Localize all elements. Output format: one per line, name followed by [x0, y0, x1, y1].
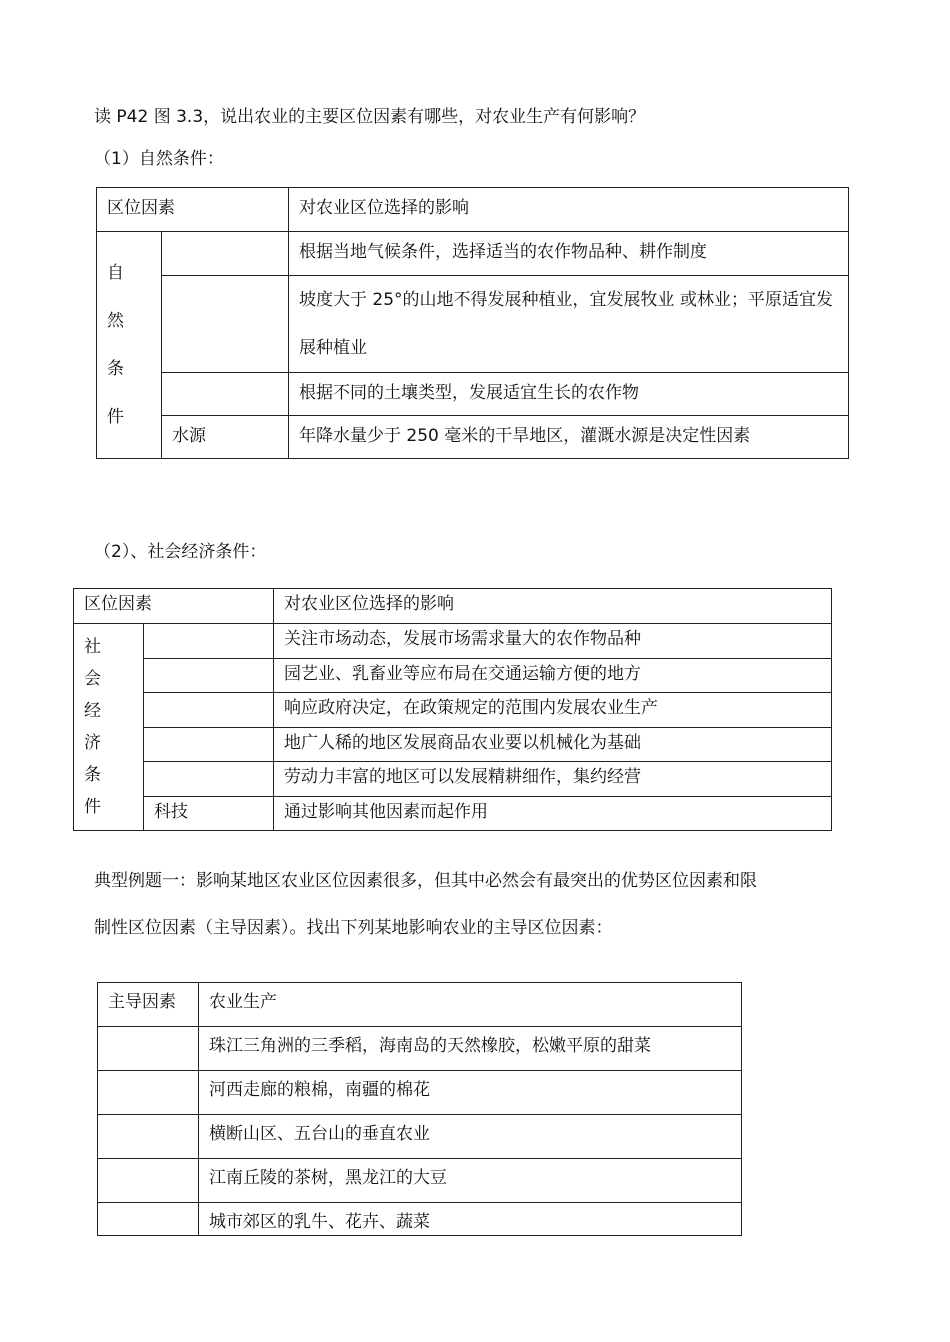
- table-row: [74, 797, 832, 831]
- table-row: [74, 728, 832, 762]
- factor-cell: [98, 1159, 199, 1203]
- table-row: [74, 659, 832, 693]
- factor-cell: [144, 693, 274, 728]
- header-cell: 农业生产: [199, 983, 742, 1027]
- table-row: [98, 1159, 742, 1203]
- effect-cell: 关注市场动态，发展市场需求量大的农作物品种: [274, 624, 832, 659]
- factor-cell: [162, 373, 289, 416]
- effect-cell: 坡度大于 25°的山地不得发展种植业，宜发展牧业 或林业；平原适宜发展种植业: [289, 276, 849, 373]
- table-row: [74, 762, 832, 797]
- group-label-line: 条件: [84, 765, 115, 817]
- group-label-line: 自 然: [107, 263, 140, 331]
- intro-question: 读 P42 图 3.3，说出农业的主要区位因素有哪些，对农业生产有何影响？: [94, 107, 646, 127]
- effect-cell: 横断山区、五台山的垂直农业: [199, 1115, 742, 1159]
- header-cell: 对农业区位选择的影响: [289, 188, 849, 232]
- header-cell: 区位因素: [74, 589, 274, 624]
- table-row: [97, 232, 849, 276]
- factor-cell: [144, 659, 274, 693]
- effect-cell: 城市郊区的乳牛、花卉、蔬菜: [199, 1203, 742, 1236]
- table-header-row: [74, 589, 832, 624]
- group-label-natural: [97, 232, 162, 459]
- table-row: [97, 373, 849, 416]
- factor-cell: [98, 1027, 199, 1071]
- example-text-line1: 典型例题一：影响某地区农业区位因素很多，但其中必然会有最突出的优势区位因素和限: [94, 871, 757, 891]
- group-label-line: 条件: [107, 359, 140, 427]
- table-row: [97, 416, 849, 459]
- group-label-line: 经 济: [84, 701, 115, 753]
- section2-heading: （2）、社会经济条件：: [94, 542, 267, 562]
- factor-cell: [144, 728, 274, 762]
- table-row: [98, 1115, 742, 1159]
- table-row: [74, 693, 832, 728]
- socioeconomic-conditions-table: [73, 588, 832, 831]
- effect-cell: 珠江三角洲的三季稻，海南岛的天然橡胶，松嫩平原的甜菜: [199, 1027, 742, 1071]
- effect-cell: 响应政府决定，在政策规定的范围内发展农业生产: [274, 693, 832, 728]
- header-cell: 主导因素: [98, 983, 199, 1027]
- table-row: [98, 1071, 742, 1115]
- table-row: [98, 1203, 742, 1236]
- table-row: [74, 624, 832, 659]
- header-cell: 区位因素: [97, 188, 289, 232]
- factor-cell: [98, 1115, 199, 1159]
- factor-cell: [98, 1203, 199, 1236]
- table-header-row: [97, 188, 849, 232]
- effect-cell: 河西走廊的粮棉，南疆的棉花: [199, 1071, 742, 1115]
- factor-cell: [162, 276, 289, 373]
- effect-cell: 江南丘陵的茶树，黑龙江的大豆: [199, 1159, 742, 1203]
- effect-cell: 根据不同的土壤类型，发展适宜生长的农作物: [289, 373, 849, 416]
- effect-cell: 年降水量少于 250 毫米的干旱地区，灌溉水源是决定性因素: [289, 416, 849, 459]
- natural-conditions-table: [96, 187, 849, 459]
- example-text-line2: 制性区位因素（主导因素）。找出下列某地影响农业的主导区位因素：: [94, 918, 613, 938]
- group-label-socioeconomic: [74, 624, 144, 831]
- table-row: [98, 1027, 742, 1071]
- section1-heading: （1）自然条件：: [94, 149, 224, 169]
- factor-cell: [144, 762, 274, 797]
- effect-cell: 劳动力丰富的地区可以发展精耕细作，集约经营: [274, 762, 832, 797]
- group-label-line: 社 会: [84, 637, 115, 689]
- table-row: [97, 276, 849, 373]
- effect-cell: 园艺业、乳畜业等应布局在交通运输方便的地方: [274, 659, 832, 693]
- factor-cell: 水源: [162, 416, 289, 459]
- effect-cell: 根据当地气候条件，选择适当的农作物品种、耕作制度: [289, 232, 849, 276]
- header-cell: 对农业区位选择的影响: [274, 589, 832, 624]
- table-header-row: [98, 983, 742, 1027]
- effect-cell: 通过影响其他因素而起作用: [274, 797, 832, 831]
- factor-cell: [162, 232, 289, 276]
- effect-cell: 地广人稀的地区发展商品农业要以机械化为基础: [274, 728, 832, 762]
- factor-cell: [144, 624, 274, 659]
- factor-cell: [98, 1071, 199, 1115]
- dominant-factors-table: [97, 982, 742, 1236]
- factor-cell: 科技: [144, 797, 274, 831]
